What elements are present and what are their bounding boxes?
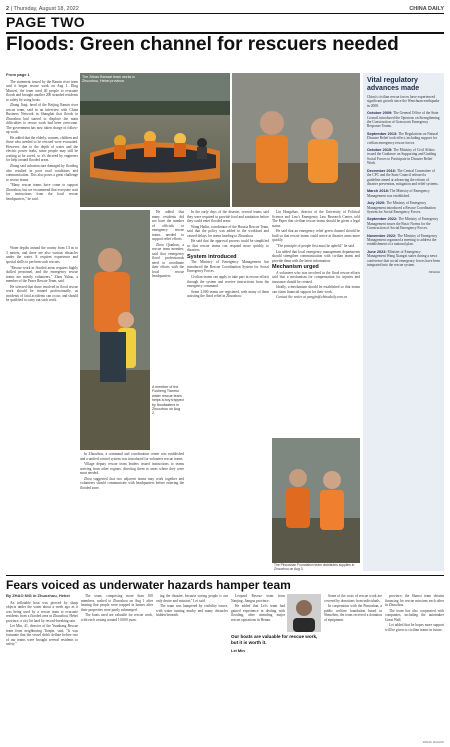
- story2-column-3: [156, 594, 228, 742]
- story-column-1: [6, 73, 78, 573]
- timeline-item: October 2009: The General Office of the State Council introduced the Opinions on Strengthening the Construction of Grassroots Emergency Response Teams.: [367, 111, 440, 129]
- timeline-item: December 2016: The Central Committee of the CPC and the State Council released a guideline aimed at advancing the reform of disaster prevention, mitigation and relief systems.: [367, 168, 439, 186]
- paragraph: Wang Hailin, coordinator of the Huaxia Rescue Team, said that the policy was added to the workload and caused delays for teams heading to Zhuozhou.: [187, 224, 269, 238]
- footer-credit: WANG ZHUANI: [422, 740, 444, 744]
- paragraph: "Rescue work in flooded areas requires highly skilled personnel, and the emergency rescue teams are mostly volunteers," Zhou Yuhao, a member of the Peace Rescue Team, said.: [6, 265, 78, 284]
- sidebar-timeline: [363, 73, 444, 571]
- paragraph: "The principle of people first must be upheld," he said.: [276, 243, 355, 248]
- photo-caption-3: The Pinuoshan Foundation team distributes supplies in Zhuozhou on Aug 3.: [274, 563, 355, 571]
- paragraph: The team, comprising more than 100 members, rushed to Zhuozhou on Aug 1 after hearing that people were trapped in homes after their properties were partly submerged.: [81, 594, 153, 612]
- paragraph: Zhang Jiaqi, head of the Beijing Ramin river rescue team, said in an interview with China Business Network in Shanghai that floods in Zhuozhou had started to displace the main difficulties to rescue work had been overcome. The government has now taken charge of follow-up work.: [6, 103, 78, 135]
- paragraph: He added that many residents did not have the number of officials or emergency rescue teams needed to support relief efforts.: [152, 210, 184, 241]
- paragraph: Water depths around the county from 1.5 m to 3 meters, and there are also various obstacles under the water. It requires experience and special skills to perform such rescues.: [6, 246, 78, 264]
- author-contact: Contact the writer at yangjin@chinadaily.com.cn: [276, 295, 348, 300]
- pull-quote-name: Lei Min: [231, 648, 245, 653]
- paragraph: Civilian teams can apply to take part in rescue efforts through the system and receive instructions from the emergency command.: [187, 275, 269, 289]
- paragraph: Zhou Qiankun, a rescue team member, said that emergency flood professionals need to coordinate their efforts with the local rescue headquarters.: [152, 242, 184, 279]
- story2-column-5: [324, 594, 382, 742]
- paragraph: province, the Shanxi team obtains financing for rescue missions each other in Zhuozhou.: [385, 594, 444, 607]
- portrait-lei-min-art: [287, 594, 321, 632]
- timeline-item: September 2022: The Ministry of Emergency Management issues the Basic Norms for the Construction of Social Emergency Forces.: [367, 217, 439, 231]
- story-column-2b: [80, 452, 184, 572]
- paragraph: He said that an emergency relief green channel should be built so that rescue teams could arrive at disaster areas more quickly.: [272, 229, 360, 243]
- paragraph: In cooperation with the Pinuoshan, a public welfare foundation based in Shenzhen, the team received a donation of equipment.: [324, 604, 382, 622]
- photo-boy-rescue: [80, 210, 150, 450]
- paragraph: He said that the approval process could be simplified so that rescue teams can respond more quickly to disasters.: [187, 239, 269, 253]
- main-headline: Floods: Green channel for rescuers needed: [6, 34, 399, 55]
- timeline-item: June 2023: Minister of Emergency Management Wang Xiangxi states during a news conference that social emergency forces have been integrated into the rescue system.: [367, 249, 440, 267]
- photo-wrap-space: [6, 202, 78, 246]
- sidebar-source: XINHUA: [428, 270, 440, 275]
- timeline-item: November 2022: The Ministry of Emergency Management organized a meeting to address the establishment of a national plan.: [367, 233, 438, 247]
- paragraph: The team was hampered by visibility issues, with water turning murky and many obstacles hidden beneath.: [156, 604, 228, 618]
- subheading: System introduced: [187, 253, 237, 260]
- story2-column-1: [6, 594, 78, 742]
- paragraph: Some 3,000 teams are registered, with many of them assisting the flood relief in Zhuozhou.: [187, 289, 269, 299]
- paragraph: The team has also cooperated with companies, including the automaker Great Wall.: [385, 608, 444, 622]
- photo-rescue-workers: [232, 73, 360, 207]
- paragraph: "Many rescue teams have come to support Zhuozhou, but we recommend that everyone wait for instructions from the local rescue headquarters," he said.: [6, 183, 78, 201]
- paragraph: The statement issued by the Ramin river team said it began rescue work on Aug 1. Ding Minwei, the team used 40 people to evacuate floods and brought another 200 stranded residents to safety by using boats.: [6, 79, 78, 102]
- paragraph: Lei Min, 41, director of the Yuanbang Rescue team from neighboring Tianjin, said, "It was fortunate that the vessel didn't deflate before two of our teams were brought several residents to safety.": [6, 624, 78, 647]
- paragraph: Leopard Rescue team from Nanjing, Jiangsu province.: [231, 594, 285, 603]
- paragraph: He added that the elderly, women, children and those who needed to be rescued were evacuated. However, due to the depth of water and the electric power leaks, some people may still be waiting to be saved, so it's decreed by engineers for help around flooded areas.: [6, 135, 78, 163]
- paragraph: Some of the costs of rescue work are covered by donations from individuals.: [324, 594, 382, 603]
- paragraph: He added that Lei's team had gained experience in dealing with flooding, after attending major rescue operations in Henan.: [231, 604, 285, 622]
- story-column-3: [187, 210, 269, 572]
- page-date: 2 | Thursday, August 18, 2022: [6, 6, 79, 12]
- story2-column-6: [385, 594, 444, 737]
- paragraph: The Ministry of Emergency Management has introduced the Rescue Coordination System for Social Emergency Forces.: [187, 260, 269, 274]
- story2-column-4: [231, 594, 285, 628]
- section-title: PAGE TWO: [6, 14, 86, 30]
- paragraph: He stressed that those involved in flood rescue work should be trained professionally, as incidents of fatal accidents can occur, and should be qualified to carry out such work.: [6, 284, 78, 303]
- photo-foundation-team-art: [272, 438, 360, 563]
- paragraph: ing the disaster, because saving people is our only desire and mission," Lei said.: [156, 594, 228, 603]
- story2-headline: Fears voiced as underwater hazards hamper team: [6, 578, 291, 592]
- story2-byline: By ZHAO NIG in Zhuozhou, Hebei: [6, 594, 70, 598]
- paragraph: Lin Hongzhao, director of the University of Political Science and Law's Emergency Law Research Center, told The Paper that civilian rescue teams should be given a legal status.: [272, 210, 360, 228]
- paragraph: An inflatable boat was pierced by sharp objects under the water about a week ago as it was being used by a rescue team to evacuate residents from a flooded area in Zhuozhou, Hebei province, a city hit hard by record-breaking rain.: [6, 600, 78, 623]
- timeline-item: March 2018: The Ministry of Emergency Management was established.: [367, 189, 430, 198]
- paragraph: The boats used are valuable for rescue work, with each costing around 10,000 yuan.: [81, 613, 153, 622]
- story-column-4: [272, 210, 360, 435]
- photo-boy-rescue-art: [80, 210, 150, 450]
- story-column-2: [152, 210, 184, 382]
- paragraph: Village deputy rescue team leaders issued instructions to teams arriving from other regions, directing them to areas where they were most needed.: [80, 462, 184, 476]
- jump-line: From page 1: [6, 73, 30, 77]
- paragraph: A volunteer who was involved in the flood rescue efforts said that a mechanism for compensation for injuries and insurance should be created.: [272, 270, 360, 284]
- paragraph: In the early days of the disaster, several teams said they were required to provide food and sanitation before they could enter flooded areas.: [187, 210, 269, 223]
- portrait-lei-min: [287, 594, 321, 632]
- story2-column-2: [81, 594, 153, 742]
- photo-rescue-boat: [80, 73, 230, 207]
- paragraph: Lin added that local emergency management departments should strengthen communication with civilian teams and provide them with the latest information.: [272, 249, 360, 263]
- pull-quote: Our boats are valuable for rescue work, but it is worth it. Lei Min: [231, 634, 321, 654]
- paper-name: CHINA DAILY: [409, 6, 444, 12]
- photo-rescue-workers-art: [232, 73, 360, 207]
- timeline-item: September 2013: The Regulations on Natural Disaster Relief took effect, including support for civilian emergency rescue forces.: [367, 131, 439, 145]
- story-divider: [6, 575, 444, 576]
- paragraph: Zhang said infrastructure damaged by flooding also resulted in poor road conditions and communication. This also poses a great challenge to rescue teams.: [6, 164, 78, 182]
- paragraph: In Zhuozhou, a command and coordination center was established and a unified control system was introduced for volunteer rescue teams.: [80, 452, 184, 461]
- photo-rescue-boat-art: [80, 73, 230, 207]
- timeline-item: July 2020: The Ministry of Emergency Management introduced a Rescue Coordination System for Social Emergency Forces.: [367, 201, 436, 214]
- paragraph: Zhou suggested that two adjacent teams may work together and volunteers should communicate with headquarters before entering the flooded zone.: [80, 476, 184, 490]
- photo-foundation-team: [272, 438, 360, 563]
- paragraph: Ideally, a mechanism should be established so that teams can claim financial support for their work.: [272, 285, 360, 294]
- subheading: Mechanism urged: [272, 264, 319, 271]
- paragraph: Lei added that he hopes more support will be given to civilian teams in future.: [385, 623, 444, 632]
- sidebar-title: Vital regulatory advances made: [367, 77, 420, 92]
- photo-caption-1: The Zekao Banwai team works in Zhuozhou, Hebei province.: [82, 75, 136, 84]
- timeline-item: October 2015: The Ministry of Civil Affairs issued the Guidance on Supporting and Guiding Social Forces to Participate in Disaster Relief Work.: [367, 148, 437, 166]
- photo-caption-2: A member of the Fusheng Tianmu water rescue team helps a boy trapped by floodwaters in Zhuozhou on Aug 2.: [152, 385, 184, 416]
- sidebar-intro: China's civilian rescue forces have experienced significant growth since the Wenchuan earthquake in 2008.: [367, 95, 440, 108]
